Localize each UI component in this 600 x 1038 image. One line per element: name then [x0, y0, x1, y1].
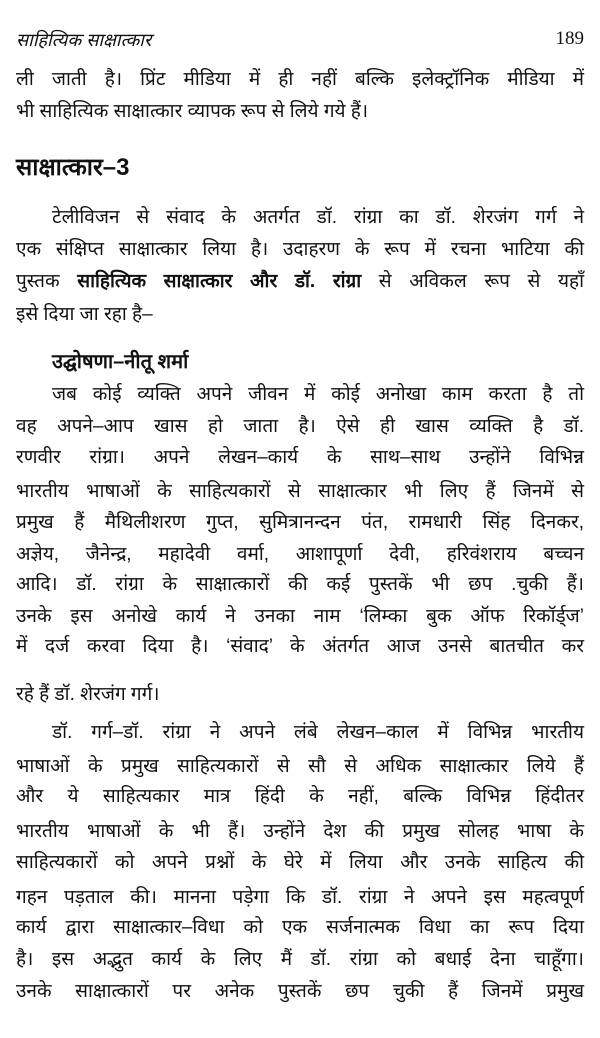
text-span: से अविकल रूप से यहाँ [378, 271, 585, 292]
text-line [16, 266, 584, 298]
running-title: साहित्यिक साक्षात्कार [16, 30, 152, 50]
text-line: भारतीय भाषाओं के साहित्यकारों से साक्षात्कार भी लिए हैं जिनमें से [16, 481, 584, 502]
text-line: डॉ. गर्ग–डॉ. रांग्रा ने अपने लंबे लेखन–काल में विभिन्न भारतीय [52, 722, 584, 743]
text-line: एक संक्षिप्त साक्षात्कार लिया है। उदाहरण के रूप में रचना भाटिया की [16, 239, 584, 260]
text-line: गहन पड़ताल की। मानना पड़ेगा कि डॉ. रांग्रा ने अपने इस महत्वपूर्ण [16, 887, 584, 908]
text-line: अज्ञेय, जैनेन्द्र, महादेवी वर्मा, आशापूर्णा देवी, हरिवंशराय बच्चन [16, 544, 584, 565]
text-line: है। इस अद्भुत कार्य के लिए मैं डॉ. रांग्रा को बधाई देना चाहूँगा। [16, 949, 584, 970]
text-line: रणवीर रांग्रा। अपने लेखन–कार्य के साथ–साथ उन्होंने विभिन्न [16, 447, 584, 468]
text-line: भाषाओं के प्रमुख साहित्यकारों से सौ से अधिक साक्षात्कार लिये हैं [16, 756, 584, 777]
text-line: इसे दिया जा रहा है– [16, 304, 153, 325]
section-heading: साक्षात्कार–3 [16, 154, 130, 181]
text-line: प्रमुख हैं मैथिलीशरण गुप्त, सुमित्रानन्दन पंत, रामधारी सिंह दिनकर, [16, 512, 584, 533]
text-line: में दर्ज करवा दिया है। ‘संवाद’ के अंतर्गत आज उनसे बातचीत कर [16, 636, 584, 657]
text-line: रहे हैं डॉ. शेरजंग गर्ग। [16, 684, 160, 705]
text-span: पुस्तक [16, 271, 60, 292]
page-number: 189 [555, 28, 584, 49]
book-title: साहित्यिक साक्षात्कार और डॉ. रांग्रा [77, 271, 362, 292]
text-line: ली जाती है। प्रिंट मीडिया में ही नहीं बल्कि इलेक्ट्रॉनिक मीडिया में [16, 69, 584, 90]
text-line: कार्य द्वारा साक्षात्कार–विधा को एक सर्जनात्मक विधा का रूप दिया [16, 917, 584, 938]
text-line: जब कोई व्यक्ति अपने जीवन में कोई अनोखा काम करता है तो [52, 384, 584, 405]
text-line: आदि। डॉ. रांग्रा के साक्षात्कारों की कई पुस्तकें भी छप .चुकी हैं। [16, 574, 584, 595]
text-line: और ये साहित्यकार मात्र हिंदी के नहीं, बल्कि विभिन्न हिंदीतर [16, 786, 584, 807]
text-line: उनके इस अनोखे कार्य ने उनका नाम ‘लिम्का बुक ऑफ रिकॉर्ड्ज’ [16, 606, 584, 627]
text-line: वह अपने–आप खास हो जाता है। ऐसे ही खास व्यक्ति है डॉ. [16, 416, 584, 437]
text-line: भारतीय भाषाओं के भी हैं। उन्होंने देश की प्रमुख सोलह भाषा के [16, 821, 584, 842]
text-line: उनके साक्षात्कारों पर अनेक पुस्तकें छप चुकी हैं जिनमें प्रमुख [16, 981, 584, 1002]
text-line: भी साहित्यिक साक्षात्कार व्यापक रूप से लिये गये हैं। [16, 101, 369, 122]
text-line: टेलीविजन से संवाद के अतर्गत डॉ. रांग्रा का डॉ. शेरजंग गर्ग ने [52, 207, 584, 228]
text-line: साहित्यकारों को अपने प्रश्नों के घेरे में लिया और उनके साहित्य की [16, 852, 584, 873]
announcer-heading: उद्घोषणा–नीतू शर्मा [52, 351, 189, 373]
